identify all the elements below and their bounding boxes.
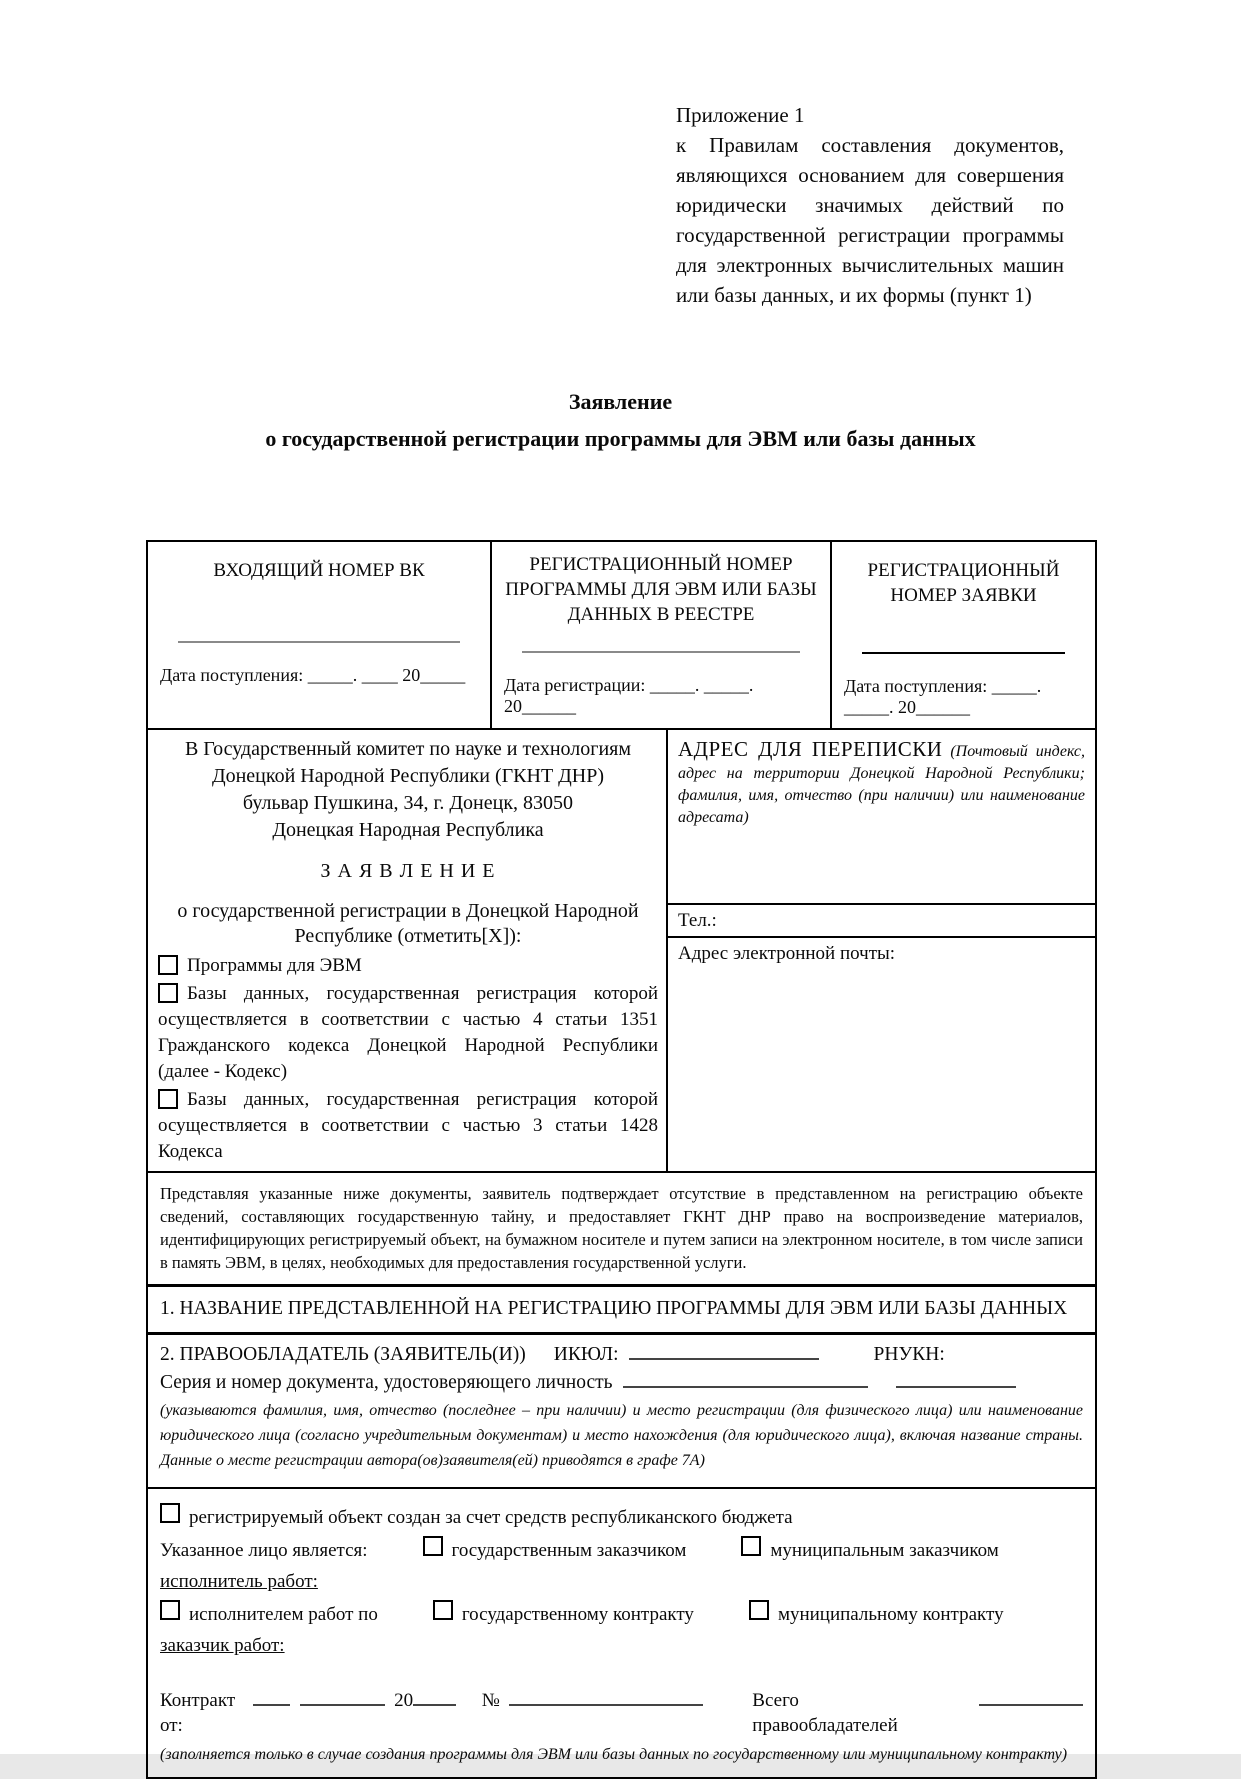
identity-document-field[interactable] [623,1372,868,1388]
executor-option-label: исполнителем работ по [189,1604,378,1625]
annex-reference [676,100,1064,310]
section2-block [148,1335,1095,1489]
ikyul-label: ИКЮЛ: [553,1344,619,1365]
program-evm-checkbox[interactable] [158,955,178,975]
section3-note: (заполняется только в случае создания программы для ЭВМ или базы данных по государственному или муниципальному контракту) [160,1746,1068,1763]
registry-number-label: РЕГИСТРАЦИОННЫЙ НОМЕР ПРОГРАММЫ ДЛЯ ЭВМ ИЛИ БАЗЫ ДАННЫХ В РЕЕСТРЕ [505,554,817,625]
option-database-1428 [158,1087,658,1165]
option-database-1428-label: Базы данных, государственная регистрация которой осуществляется в соответствии с частью 3 статьи 1428 Кодекса [158,1089,658,1162]
addressee-line-1: В Государственный комитет по науке и технологиям [184,738,632,760]
incoming-number-cell [148,542,492,728]
title-line-2: о государственной регистрации программы для ЭВМ или базы данных [265,426,976,451]
section2-note: (указываются фамилия, имя, отчество (последнее – при наличии) и место регистрации (для физического лица) или наименование юридического лица (согласно учредительным документам) и место нахождения (для юридического лица), включая название страны. Данные о месте регистрации автора(ов)заявителя(ей) приводятся в графе 7А) [160,1402,1083,1469]
addressee-line-3: бульвар Пушкина, 34, г. Донецк, 83050 [242,792,574,814]
total-holders-label: Всего правообладателей [752,1690,898,1736]
email-cell[interactable] [668,936,1095,1171]
addressee-cell [148,730,668,1171]
page-title [0,383,1241,457]
executor-checkbox[interactable] [160,1600,180,1620]
option-database-1351 [158,981,658,1085]
state-customer-label: государственным заказчиком [451,1540,687,1561]
total-holders-field[interactable] [979,1690,1083,1706]
title-line-1: Заявление [568,389,673,414]
declaration-paragraph: Представляя указанные ниже документы, заявитель подтверждает отсутствие в представленном на регистрацию объекте сведений, составляющих государственную тайну, и предоставляет ГКНТ ДНР право на воспроизведение материалов, идентифицирующих регистрируемый объект, на бумажном носителе и путем записи на электронном носителе, в том числе записи в память ЭВМ, в целях, необходимых для предоставления государственной услуги. [148,1173,1095,1287]
section1-title: 1. НАЗВАНИЕ ПРЕДСТАВЛЕННОЙ НА РЕГИСТРАЦИЮ ПРОГРАММЫ ДЛЯ ЭВМ ИЛИ БАЗЫ ДАННЫХ [148,1287,1095,1335]
database-1351-checkbox[interactable] [158,983,178,1003]
contract-month-field[interactable] [300,1690,386,1706]
municipal-contract-checkbox[interactable] [749,1600,769,1620]
application-number-label: РЕГИСТРАЦИОННЫЙ НОМЕР ЗАЯВКИ [867,560,1060,606]
section2-title: 2. ПРАВООБЛАДАТЕЛЬ (ЗАЯВИТЕЛЬ(И)) [160,1344,526,1365]
contract-day-field[interactable] [253,1690,291,1706]
addressee-line-4: Донецкая Народная Республика [272,819,544,841]
correspondence-column [668,730,1095,1171]
executor-options-row [160,1600,1083,1627]
correspondence-label: АДРЕС ДЛЯ ПЕРЕПИСКИ [678,737,943,761]
municipal-contract-label: муниципальному контракту [777,1604,1004,1625]
person-role-row [160,1536,1083,1563]
application-date-line[interactable]: Дата поступления: _____. _____. 20______ [844,676,1042,717]
incoming-date-line[interactable]: Дата поступления: _____. ____ 20_____ [160,665,466,685]
correspondence-address-cell[interactable] [668,730,1095,903]
email-label: Адрес электронной почты: [678,943,896,964]
registry-date-line[interactable]: Дата регистрации: _____. _____. 20______ [504,675,754,716]
contract-year-field[interactable] [413,1690,456,1706]
statement-heading: З А Я В Л Е Н И Е [320,860,496,882]
customer-works-label: заказчик работ: [160,1635,285,1656]
option-program-evm [158,953,658,979]
municipal-customer-label: муниципальным заказчиком [770,1540,999,1561]
application-number-field[interactable] [862,652,1065,654]
contract-number-label: № [481,1690,500,1711]
rnukn-label: РНУКН: [873,1344,945,1365]
ikyul-field[interactable] [629,1344,819,1360]
annex-body: к Правилам составления документов, являющихся основанием для совершения юридически значимых действий по государственной регистрации программы для электронных вычислительных машин или базы данных, и их формы (пункт 1) [676,133,1064,307]
addressee-line-2: Донецкой Народной Республики (ГКНТ ДНР) [211,765,605,787]
statement-subheading: о государственной регистрации в Донецкой Народной Республике (отметить[X]): [177,900,639,947]
contract-from-label: Контракт от: [160,1690,236,1736]
addressee-correspondence-row [148,730,1095,1173]
municipal-customer-checkbox[interactable] [741,1536,761,1556]
contract-number-field[interactable] [509,1690,703,1706]
option-database-1351-label: Базы данных, государственная регистрация которой осуществляется в соответствии с частью 4 статьи 1351 Гражданского кодекса Донецкой Народной Республики (далее - Кодекс) [158,983,658,1082]
option-program-evm-label: Программы для ЭВМ [187,955,362,976]
contract-row [160,1688,1083,1738]
form-table [146,540,1097,1779]
application-number-cell [832,542,1095,728]
state-contract-checkbox[interactable] [433,1600,453,1620]
telephone-cell[interactable] [668,903,1095,936]
telephone-label: Тел.: [678,910,717,931]
budget-checkbox[interactable] [160,1503,180,1523]
identity-document-field-2[interactable] [896,1372,1016,1388]
budget-option-label: регистрируемый объект создан за счет средств республиканского бюджета [189,1507,793,1528]
state-contract-label: государственному контракту [461,1604,694,1625]
budget-option-row [160,1503,1083,1530]
annex-number: Приложение 1 [676,103,805,127]
executor-works-label: исполнитель работ: [160,1571,318,1592]
person-is-label: Указанное лицо является: [160,1540,368,1561]
number-header-row [148,542,1095,730]
state-customer-checkbox[interactable] [423,1536,443,1556]
incoming-number-label: ВХОДЯЩИЙ НОМЕР ВК [213,560,425,581]
registry-number-field[interactable] [522,651,800,653]
contract-year-prefix: 20 [394,1690,414,1711]
section3-block [148,1489,1095,1777]
identity-document-label: Серия и номер документа, удостоверяющего личность [160,1372,613,1393]
database-1428-checkbox[interactable] [158,1089,178,1109]
incoming-number-field[interactable] [178,641,460,643]
correspondence-hint: (Почтовый индекс, адрес на территории Донецкой Народной Республики; фамилия, имя, отчество (при наличии) или наименование адресата) [678,743,1085,826]
registry-number-cell [492,542,832,728]
